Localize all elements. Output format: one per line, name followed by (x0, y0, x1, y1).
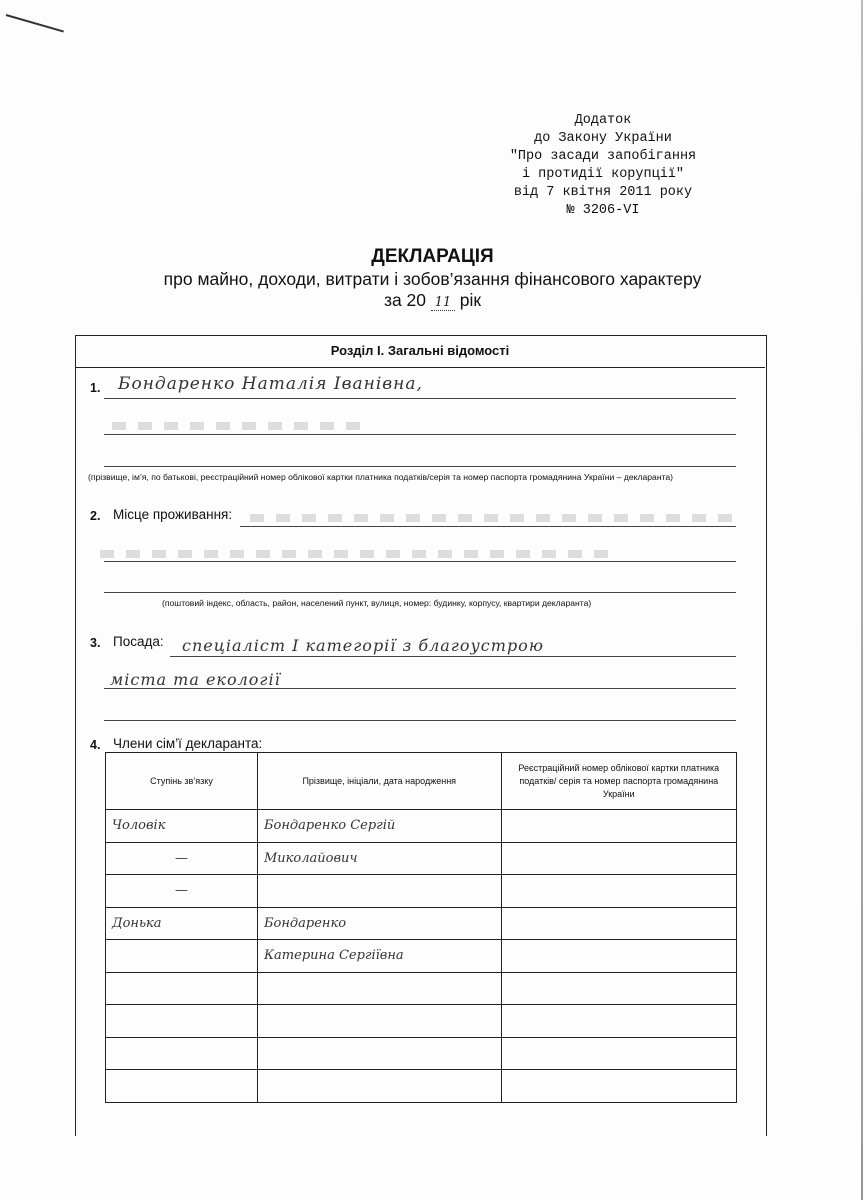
addendum-line: Додаток (574, 113, 632, 128)
column-header-relation: Ступінь зв’язку (106, 753, 258, 810)
column-header-name: Прізвище, ініціали, дата народження (257, 753, 501, 810)
cell-relation[interactable] (106, 940, 258, 973)
addendum-line: до Закону України (534, 131, 672, 146)
item1-number: 1. (90, 381, 101, 395)
year-line (0, 290, 865, 311)
cell-tax-id[interactable] (501, 972, 736, 1005)
cell-tax-id[interactable] (501, 842, 736, 875)
item4-number: 4. (90, 738, 101, 752)
cell-tax-id[interactable] (501, 1070, 736, 1103)
column-header-tax-id: Реєстраційний номер облікової картки платника податків/ серія та номер паспорта громадянина України (501, 753, 736, 810)
cell-name[interactable]: Миколайович (257, 842, 501, 875)
table-row (106, 972, 737, 1005)
cell-relation[interactable] (106, 972, 258, 1005)
family-members-table (105, 752, 737, 1103)
scan-edge (861, 0, 863, 1200)
item3-line (104, 688, 736, 689)
table-header-row (106, 753, 737, 810)
item3-position-line2[interactable]: міста та екології (110, 670, 281, 689)
redacted-address (250, 514, 740, 522)
addendum-line: "Про засади запобігання (509, 149, 697, 164)
item4-label: Члени сім’ї декларанта: (113, 736, 263, 751)
item1-line (104, 466, 736, 467)
page-subtitle: про майно, доходи, витрати і зобов’язання фінансового характеру (163, 269, 702, 289)
item3-number: 3. (90, 636, 101, 650)
item1-line (104, 398, 736, 399)
addendum-line: № 3206-VI (566, 203, 640, 218)
cell-tax-id[interactable] (501, 810, 736, 843)
addendum-line: і протидії корупції" (521, 167, 685, 182)
addendum-line: від 7 квітня 2011 року (513, 185, 693, 200)
item2-label: Місце проживання: (113, 507, 233, 522)
item2-caption: (поштовий індекс, область, район, населений пункт, вулиця, номер: будинку, корпусу, квартири декларанта) (162, 598, 592, 608)
year-prefix: за 20 (383, 290, 427, 310)
table-row (106, 940, 737, 973)
cell-relation[interactable]: Чоловік (106, 810, 258, 843)
cell-tax-id[interactable] (501, 907, 736, 940)
cell-relation[interactable]: Донька (106, 907, 258, 940)
cell-name[interactable]: Катерина Сергіївна (257, 940, 501, 973)
cell-name[interactable] (257, 875, 501, 908)
page-title: ДЕКЛАРАЦІЯ (371, 246, 494, 267)
item2-line (104, 592, 736, 593)
cell-name[interactable] (257, 1005, 501, 1038)
cell-tax-id[interactable] (501, 940, 736, 973)
section-header: Розділ I. Загальні відомості (75, 335, 765, 368)
cell-name[interactable]: Бондаренко (257, 907, 501, 940)
table-row (106, 875, 737, 908)
cell-relation[interactable] (106, 1005, 258, 1038)
item3-line (104, 720, 736, 721)
cell-tax-id[interactable] (501, 875, 736, 908)
redacted-text (112, 422, 372, 430)
cell-relation[interactable]: — (106, 842, 258, 875)
table-row (106, 907, 737, 940)
table-row (106, 1070, 737, 1103)
cell-name[interactable]: Бондаренко Сергій (257, 810, 501, 843)
item3-label: Посада: (113, 634, 164, 649)
addendum-block (498, 112, 708, 220)
table-row (106, 1005, 737, 1038)
cell-relation[interactable] (106, 1037, 258, 1070)
cell-relation[interactable]: — (106, 875, 258, 908)
table-row (106, 810, 737, 843)
year-field[interactable]: 11 (431, 295, 455, 311)
item1-handwritten-name[interactable]: Бондаренко Наталія Іванівна, (118, 374, 423, 394)
table-row (106, 842, 737, 875)
item3-line (170, 656, 736, 657)
table-row (106, 1037, 737, 1070)
cell-tax-id[interactable] (501, 1005, 736, 1038)
item2-line (104, 561, 736, 562)
item3-position-line1[interactable]: спеціаліст І категорії з благоустрою (182, 636, 544, 655)
cell-name[interactable] (257, 972, 501, 1005)
item2-number: 2. (90, 509, 101, 523)
cell-relation[interactable] (106, 1070, 258, 1103)
item1-line (104, 434, 736, 435)
cell-name[interactable] (257, 1037, 501, 1070)
year-suffix: рік (459, 290, 482, 310)
redacted-address (100, 550, 620, 558)
scan-artifact (6, 14, 64, 32)
item1-caption: (прізвище, ім’я, по батькові, реєстраційний номер облікової картки платника податків/серія та номер паспорта громадянина України – декларанта) (88, 472, 674, 482)
cell-name[interactable] (257, 1070, 501, 1103)
cell-tax-id[interactable] (501, 1037, 736, 1070)
item2-line (240, 526, 736, 527)
